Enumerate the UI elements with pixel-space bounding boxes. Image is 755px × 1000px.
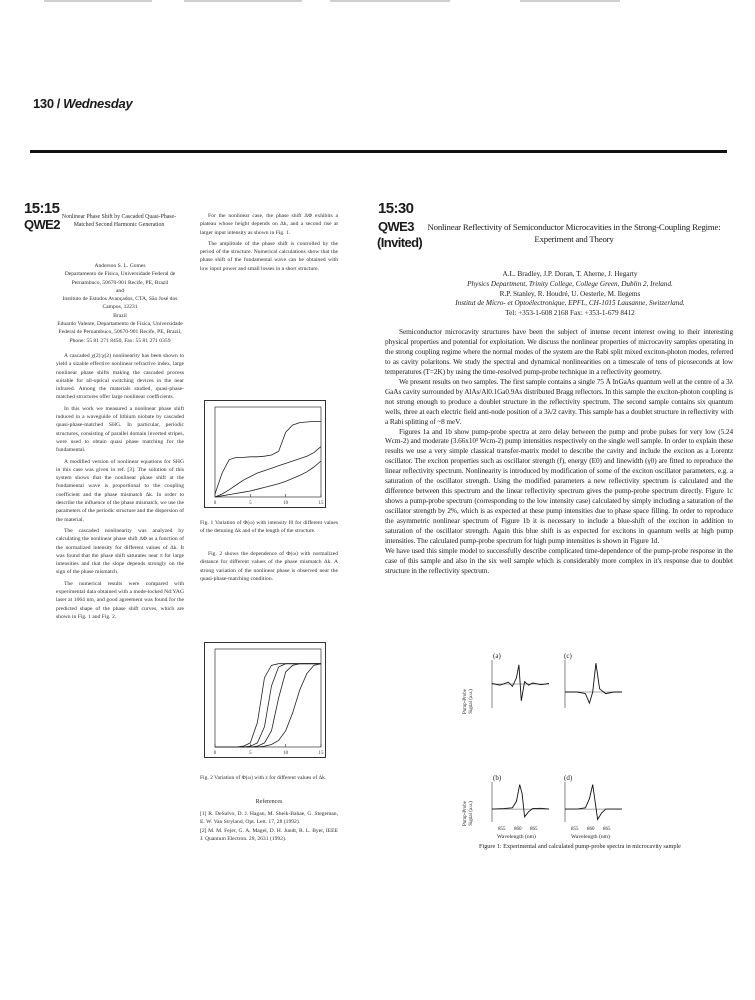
paragraph: Semiconductor microcavity structures have been the subject of intense recent interest owing to their interesting physical properties and potential for exploitation. We discuss the nonlinear properties of microcavity samples operating in the strong coupling regime where the normal modes of the system are the Rabi split mixed exciton-photon modes, referred to as cavity polaritons. We study the spectral and dynamical nonlinearities on a timescale of tens of picoseconds at low temperatures (T=2K) by using the time-resolved pump-probe technique in a reflectivity geometry. xyxy=(385,327,733,376)
series-line-1 xyxy=(215,421,321,494)
paragraph: A cascaded χ(2):χ(2) nonlinearity has been shown to yield a sizable effective nonlinear refractive index, large nonlinear phase shifts making the cascaded process suitable for all-optical switching devices in the near infrared. Among the materials studied, quasi-phase-matched structures offer large nonlinear coefficients. xyxy=(56,353,184,401)
author-line: A.L. Bradley, J.P. Doran, T. Aherne, J. Hegarty xyxy=(502,270,638,278)
reference-item: [1] R. DeSalvo, D. J. Hagan, M. Sheik-Bahae, G. Stegeman, E. W. Van Stryland, Opt. Lett. 17, 28 (1992). xyxy=(200,811,338,826)
series-line-2 xyxy=(215,447,321,497)
references-list xyxy=(200,810,338,850)
x-tick-label: 15 xyxy=(318,501,324,506)
contact-line: Tel: +353-1-608 2168 Fax: +353-1-679 8412 xyxy=(505,309,635,318)
x-axis-title-b: Wavelength (nm) xyxy=(497,834,536,840)
right-figure-caption: Figure 1: Experimental and calculated pump-probe spectra in microcavity sample xyxy=(479,843,681,850)
paragraph: A modified version of nonlinear equations for SHG in this case was given in ref. [3]. The solution of this system shows that the nonlinear phase shift at the fundamental wave is proportional to the coupling coefficient and the phase mismatch Δk. In order to describe the influence of the phase mismatch, we use the parameters of the periodic structure and the dispersion of the material. xyxy=(56,458,184,523)
paragraph: Fig. 2 shows the dependence of Φ(ω) with normalized distance for different values of the phase mismatch Δk. A strong variation of the nonlinear phase is observed near the quasi-phase-matching condition. xyxy=(200,551,338,582)
top-rule-4 xyxy=(520,0,620,2)
right-session-status: (Invited) xyxy=(377,235,423,250)
author-line: and xyxy=(115,287,125,294)
panel-label-b: (b) xyxy=(493,774,502,782)
paragraph: The numerical results were compared with experimental data obtained with a mode-locked Nd:YAG laser at 1064 nm, and good agreement was found for the predicted shape of the phase shift curves, which are shown in Fig. 1 and Fig. 2. xyxy=(56,580,184,620)
left-column-2-middle xyxy=(200,550,338,625)
author-line: Pernambuco, 50670-901 Recife, PE, Brazil xyxy=(71,279,169,286)
paragraph: The amplitude of the phase shift is controlled by the period of the structure. Numerical calculations show that the phase shift of the fundamental wave can be obtained with low input power and small losses in a short structure. xyxy=(200,240,338,272)
left-abstract-authors xyxy=(56,262,184,345)
left-column-1 xyxy=(56,352,184,847)
left-figure-2-caption: Fig. 2 Variation of Φ(ω) with z for different values of Δk. xyxy=(200,775,327,781)
page-number: 130 xyxy=(33,96,54,111)
x-tick-label: 0 xyxy=(213,501,217,506)
author-line: R.P. Stanley, R. Houdré, U. Oesterle, M. Ilegems xyxy=(499,289,641,298)
left-session-code: QWE2 xyxy=(24,217,60,232)
paragraph: We present results on two samples. The first sample contains a single 75 Å InGaAs quantum well at the centre of a 3λ GaAs cavity surrounded by AlAs/Al0.1Ga0.9As distributed Bragg reflectors. In this sample the exciton-photon coupling is not strong enough to produce a doublet structure in the reflectivity spectrum. The second sample contains six quantum wells, three at each electric field anti-node position of a 3λ/2 cavity. This sample has a doublet structure in reflectivity with a Rabi splitting of ~8 meV. xyxy=(385,376,733,426)
series-line-2 xyxy=(215,664,321,747)
x-tick-b-2: 860 xyxy=(514,827,522,832)
panel-label-a: (a) xyxy=(493,652,501,660)
x-tick-b-3: 865 xyxy=(530,827,538,832)
x-tick-d-2: 860 xyxy=(587,827,595,832)
author-line: Departamento de Física, Universidade Federal de xyxy=(64,271,176,278)
author-line: Instituto de Estudos Avançados, CTA, São José dos Campos, 12231 xyxy=(62,296,178,311)
page-separator: / xyxy=(56,96,61,111)
paragraph: Figures 1a and 1b show pump-probe spectra at zero delay between the pump and probe pulses for very low (5.24 Wcm-2) and moderate (3.66x10³ Wcm-2) pump intensities respectively on the single well sample. In order to explain these results we use a very simple classical transfer-matrix model to describe the cavity and include the exciton as a Lorentz oscillator. The exciton properties such as oscillator strength (f), energy (E0) and linewidth (γ0) are fitted to reproduce the linear reflectivity spectrum. Nonlinearity is introduced by modification of some of the exciton oscillator parameters, e.g. a saturation of the oscillator strength. Using the modified parameters a new reflectivity spectrum is calculated and the difference between this spectrum and the linear reflectivity spectrum gives the pump-probe spectrum directly. Figure 1c shows a pump-probe spectrum (corresponding to the low intensity case) calculated by simply including a saturation of the oscillator strength by 2%, which is as expected at these pump intensities due to phase space filling. In order to reproduce the asymmetric nonlinear spectrum of Figure 1b it is necessary to include a blue-shift of the exciton in addition to saturation of the oscillator strength. Again this blue shift is as expected for excitons in quantum wells at high pump intensities. The calculated pump-probe spectrum for high pump intensities is shown in Figure 1d. xyxy=(385,426,733,546)
x-tick-label: 15 xyxy=(318,751,324,756)
left-abstract-title: Nonlinear Phase Shift by Cascaded Quasi-Phase-Matched Second Harmonic Generation xyxy=(61,214,177,229)
top-rule-2 xyxy=(184,0,302,2)
paragraph: The cascaded nonlinearity was analyzed by calculating the nonlinear phase shift ΔΦ as a function of the normalized intensity for different values of Δk. It was found that the phase shift saturates near π for large intensities and that the slope depends strongly on the sign of the phase mismatch. xyxy=(56,527,184,576)
author-line: Brazil xyxy=(113,312,127,319)
paragraph: We have used this simple model to successfully describe complicated time-dependence of the pump-probe response in the case of this sample and also in the six well sample which is considerably more complex in it's response due to doublet structure in the reflectivity spectrum. xyxy=(385,545,733,575)
right-session-code: QWE3 xyxy=(378,219,414,234)
spectrum-line xyxy=(565,663,622,703)
paragraph: In this work we measured a nonlinear phase shift induced in a waveguide of lithium niobate by cascaded quasi-phase-matched SHG. In particular, periodic structures, consisting of parallel domain inverted stripes, were used to obtain quasi phase matching for the fundamental. xyxy=(56,405,184,454)
spectrum-line xyxy=(492,665,549,701)
x-axis-title-d: Wavelength (nm) xyxy=(571,834,610,840)
left-figure-2 xyxy=(204,642,326,758)
x-tick-label: 0 xyxy=(213,751,217,756)
author-line: Eduardo Valente, Departamento de Física, Universidade xyxy=(57,321,183,328)
x-tick-d-3: 865 xyxy=(603,827,611,832)
x-tick-label: 5 xyxy=(249,501,252,506)
page-day: Wednesday xyxy=(63,96,133,111)
panel-label-d: (d) xyxy=(564,774,573,782)
x-tick-label: 5 xyxy=(249,751,252,756)
right-abstract-body xyxy=(385,327,733,575)
panel-label-c: (c) xyxy=(564,652,572,660)
right-abstract-title: Nonlinear Reflectivity of Semiconductor Microcavities in the Strong-Coupling Regime: Experiment and Theory xyxy=(427,222,721,244)
author-line: Phone: 55 81 271 8450, Fax: 55 81 271 0359 xyxy=(69,337,171,344)
header-rule xyxy=(30,150,727,153)
author-line: Anderson S. L. Gomes xyxy=(94,263,146,269)
left-session-time: 15:15 xyxy=(24,200,60,217)
x-tick-b-1: 855 xyxy=(498,827,506,832)
y-axis-label-bottom: Pump-Probe Signal (a.u.) xyxy=(463,801,474,826)
affiliation-line: Physics Department, Trinity College, College Green, Dublin 2, Ireland. xyxy=(467,279,673,288)
right-session-time: 15:30 xyxy=(378,200,414,217)
left-column-2-top xyxy=(200,212,338,382)
reference-item: [2] M. M. Fejer, G. A. Magel, D. H. Jundt, R. L. Byer, IEEE J. Quantum Electron. 28, 2631 (1992). xyxy=(200,827,338,842)
author-line: Federal de Pernambuco, 50670-901 Recife, PE, Brazil, xyxy=(58,329,182,336)
affiliation-line: Institut de Micro- et Optoélectronique, EPFL, CH-1015 Lausanne, Switzerland. xyxy=(455,299,685,308)
x-tick-label: 10 xyxy=(283,501,289,506)
left-figure-1 xyxy=(204,400,326,508)
figure-panel-d xyxy=(561,776,625,826)
right-abstract-authors xyxy=(400,270,740,319)
spectrum-line xyxy=(565,785,622,820)
figure-panel-a xyxy=(488,654,552,712)
references-heading: References xyxy=(255,799,283,805)
top-rule-3 xyxy=(330,0,450,2)
page-header xyxy=(33,96,132,111)
spectrum-line xyxy=(492,785,549,817)
x-tick-label: 10 xyxy=(283,751,289,756)
x-tick-d-1: 855 xyxy=(571,827,579,832)
paragraph: For the nonlinear case, the phase shift ΔΦ exhibits a plateau whose height depends on Δk, and a second rise at larger input intensity as shown in Fig. 1. xyxy=(200,213,338,236)
y-axis-label-top: Pump-Probe Signal (a.u.) xyxy=(463,689,474,714)
figure-panel-b xyxy=(488,776,552,826)
plot-frame xyxy=(215,407,321,497)
figure-panel-c xyxy=(561,654,625,712)
series-line-3 xyxy=(215,461,321,497)
top-rule-1 xyxy=(44,0,152,2)
left-figure-1-caption: Fig. 1 Variation of Φ(ω) with intensity I0 for different values of the detuning Δk and of the length of the structure. xyxy=(200,520,338,534)
